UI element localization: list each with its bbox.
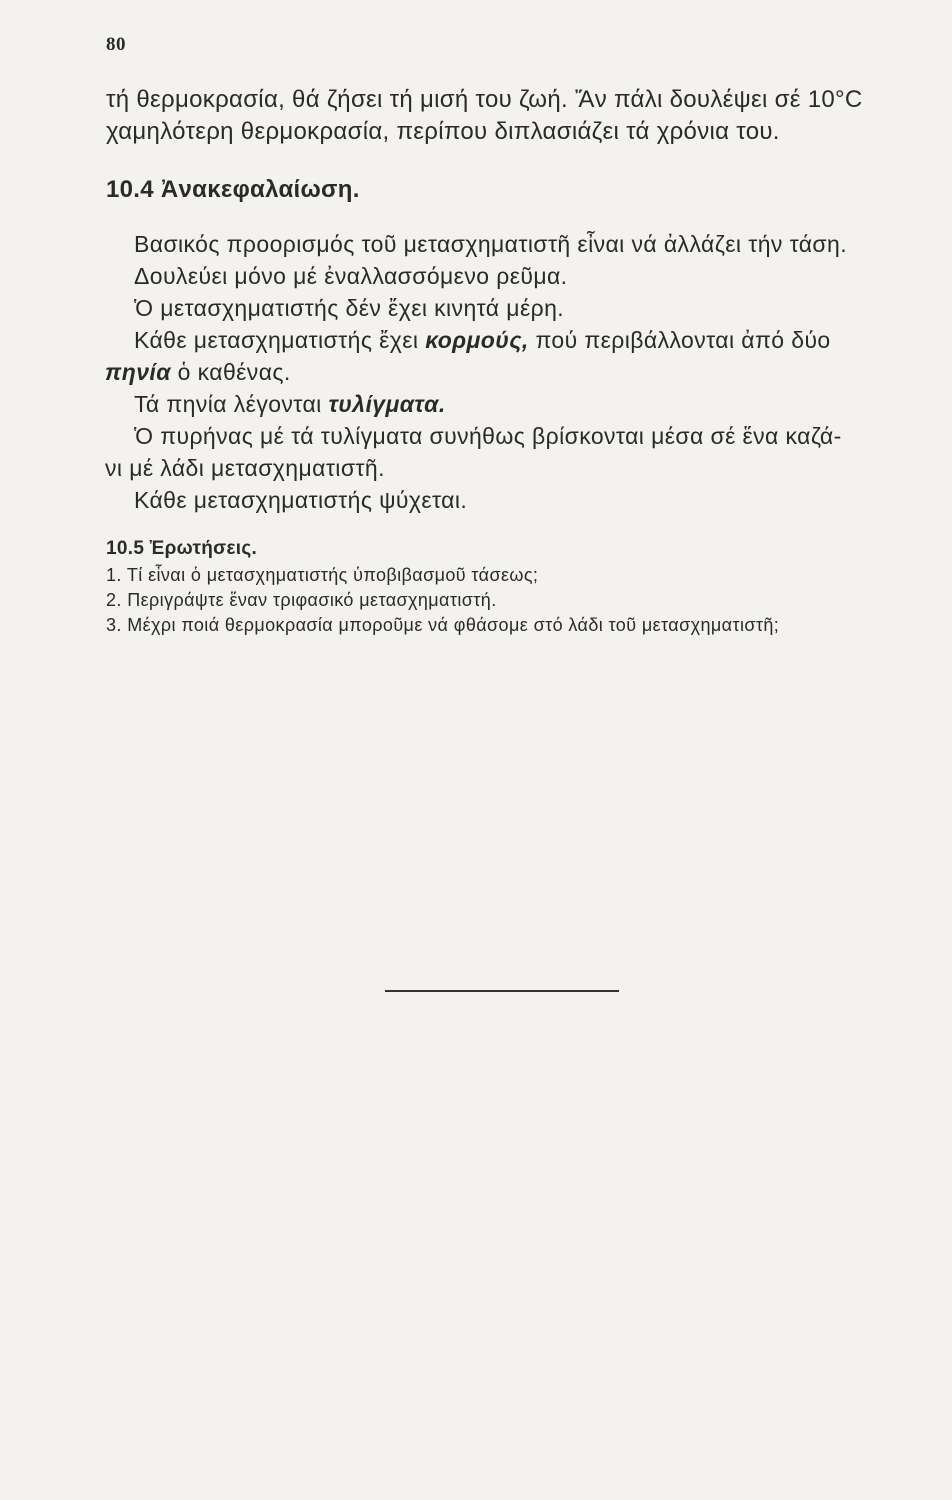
summary-text: Τά πηνία λέγονται — [134, 391, 329, 417]
end-rule-divider — [385, 990, 619, 992]
questions-list — [106, 563, 926, 638]
summary-line — [105, 356, 926, 388]
summary-line — [134, 388, 926, 420]
term-tyligmata: τυλίγματα. — [328, 391, 446, 417]
summary-line: Ὁ πυρήνας μέ τά τυλίγματα συνήθως βρίσκονται μέσα σέ ἕνα καζά- — [134, 423, 842, 449]
question-item: 2. Περιγράψτε ἕναν τριφασικό μετασχηματιστή. — [106, 590, 497, 610]
summary-line: Ὁ μετασχηματιστής δέν ἔχει κινητά μέρη. — [134, 295, 565, 321]
summary-body — [105, 228, 926, 516]
summary-line: Βασικός προορισμός τοῦ μετασχηματιστῆ εἶναι νά ἀλλάζει τήν τάση. — [134, 231, 848, 257]
intro-paragraph — [106, 84, 936, 148]
summary-line: Κάθε μετασχηματιστής ψύχεται. — [134, 487, 468, 513]
summary-line: Δουλεύει μόνο μέ ἐναλλασσόμενο ρεῦμα. — [134, 263, 568, 289]
questions-heading: 10.5 Ἐρωτήσεις. — [106, 538, 258, 559]
summary-line: νι μέ λάδι μετασχηματιστῆ. — [105, 455, 385, 481]
summary-text: Κάθε μετασχηματιστής ἔχει — [134, 327, 426, 353]
intro-line: τή θερμοκρασία, θά ζήσει τή μισή του ζωή. Ἄν πάλι δουλέψει σέ 10°C — [106, 86, 863, 113]
summary-text: ὁ καθένας. — [170, 359, 291, 385]
summary-line — [134, 324, 926, 356]
summary-text: πού περιβάλλονται ἀπό δύο — [528, 327, 831, 353]
page-number: 80 — [106, 34, 126, 55]
question-item: 1. Τί εἶναι ὁ μετασχηματιστής ὑποβιβασμοῦ τάσεως; — [106, 565, 539, 585]
term-kormous: κορμούς, — [425, 327, 529, 353]
summary-heading: 10.4 Ἀνακεφαλαίωση. — [106, 176, 360, 203]
question-item: 3. Μέχρι ποιά θερμοκρασία μποροῦμε νά φθάσομε στό λάδι τοῦ μετασχηματιστῆ; — [106, 615, 780, 635]
term-pinia: πηνία — [105, 359, 171, 385]
intro-line: χαμηλότερη θερμοκρασία, περίπου διπλασιάζει τά χρόνια του. — [106, 118, 780, 145]
